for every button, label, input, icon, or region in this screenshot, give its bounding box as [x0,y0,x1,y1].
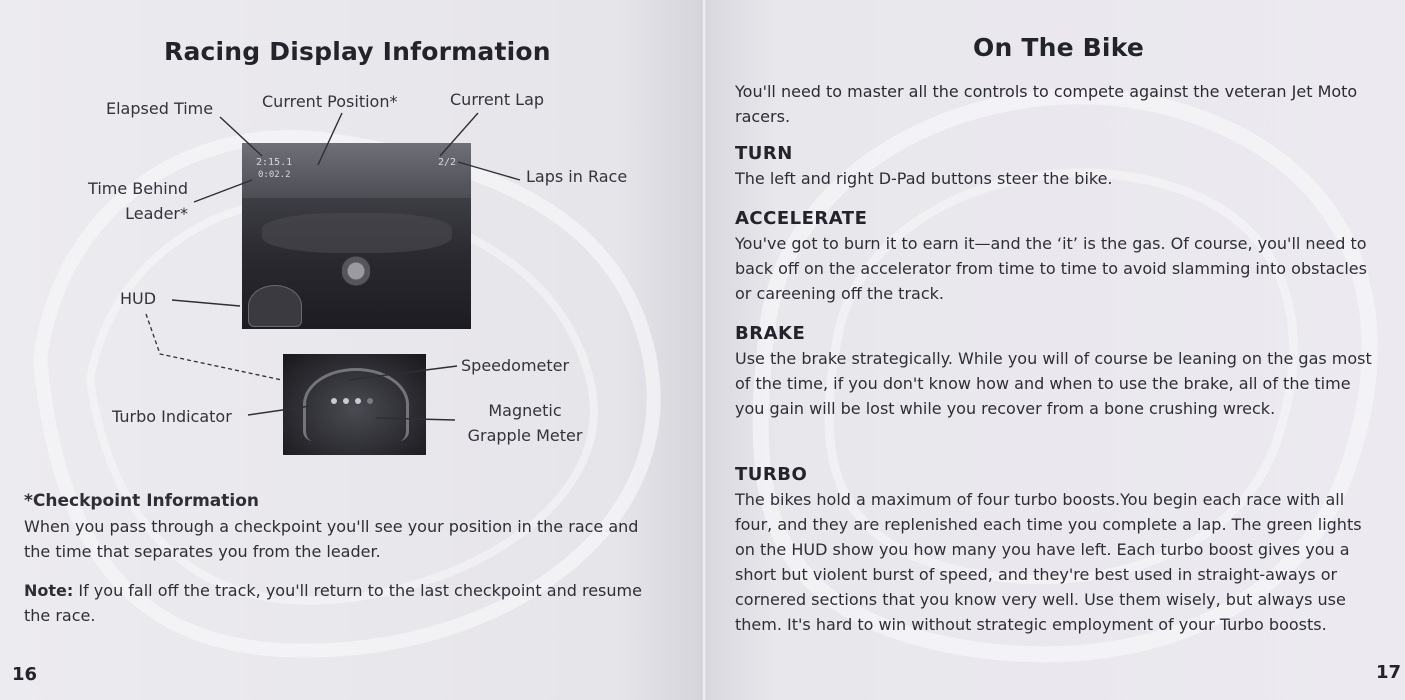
screen-lap-counter: 2/2 [438,157,457,168]
screen-time-behind: 0:02.2 [258,170,291,180]
turbo-light [367,398,373,404]
section-text: The left and right D-Pad buttons steer the bike. [735,169,1113,188]
label-hud: HUD [120,289,157,308]
checkpoint-info [24,489,664,564]
label-grapple-meter: Grapple Meter [467,426,583,445]
page-title: Racing Display Information [164,37,551,66]
label-elapsed-time: Elapsed Time [106,99,214,118]
checkpoint-text: When you pass through a checkpoint you'll see your position in the race and the time that separates you from the leader. [24,517,639,561]
note-text: If you fall off the track, you'll return to the last checkpoint and resume the race. [24,581,642,625]
section-heading: BRAKE [735,323,806,344]
section-text: Use the brake strategically. While you will of course be leaning on the gas most of the time, if you don't know how and when to use the brake, all of the time you gain will be lost while you recover from a bone crushing wreck. [735,349,1372,418]
label-current-position: Current Position* [262,92,398,111]
section-text: The bikes hold a maximum of four turbo boosts.You begin each race with all four, and they are replenished each time you complete a lap. The green lights on the HUD show you how many you have left. Each turbo boost gives you a short but violent burst of speed, and they're best used in straight-aways or cornered sections that you know very well. Use them wisely, but always use them. It's hard to win without strategic employment of your Turbo boosts. [735,490,1362,634]
speedometer-arc [303,368,409,441]
section-brake [735,322,1375,421]
note-paragraph [24,578,664,628]
screen-elapsed-time: 2:15.1 [256,157,293,168]
intro-paragraph: You'll need to master all the controls to compete against the veteran Jet Moto racers. [735,82,1358,126]
turbo-light [343,398,349,404]
label-current-lap: Current Lap [450,90,545,109]
section-turbo [735,463,1375,637]
note-label: Note: [24,581,74,600]
section-heading: TURN [735,143,793,164]
screen-hud-dial [248,285,302,327]
label-time-behind-line1: Time Behind [88,179,188,198]
turbo-light [355,398,361,404]
left-page [0,0,701,700]
label-magnetic: Magnetic [488,401,562,420]
screenshot-rider [342,253,370,313]
label-turbo-indicator: Turbo Indicator [112,407,232,426]
section-heading: TURBO [735,464,808,485]
checkpoint-heading: *Checkpoint Information [24,491,260,511]
screenshot-track [262,213,452,253]
section-heading: ACCELERATE [735,208,868,229]
turbo-light [331,398,337,404]
hud-closeup-image [283,354,426,455]
page-title: On The Bike [973,33,1144,62]
race-screenshot [242,143,471,329]
section-text: You've got to burn it to earn it—and the ‘it’ is the gas. Of course, you'll need to back off on the accelerator from time to time to avoid slamming into obstacles or careening off the track. [735,234,1367,303]
label-laps-in-race: Laps in Race [526,167,628,186]
page-number-right: 17 [1376,662,1402,683]
label-time-behind-line2: Leader* [125,204,188,223]
section-turn [735,142,1375,191]
page-number-left: 16 [12,664,38,685]
label-speedometer: Speedometer [461,356,570,375]
section-accelerate [735,207,1375,306]
right-page [707,0,1405,700]
